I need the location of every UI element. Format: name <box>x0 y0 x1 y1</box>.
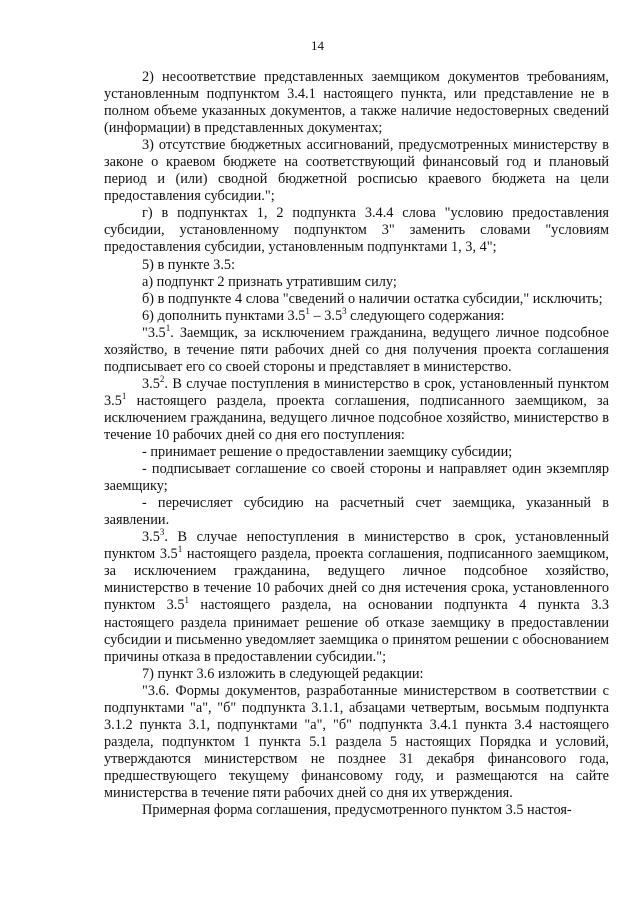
document-body <box>104 69 609 819</box>
paragraph-bullet-sign: - подписывает соглашение со своей стороны и направляет один экземпляр заемщику; <box>104 461 609 495</box>
paragraph-subitem-b: б) в подпункте 4 слова "сведений о наличии остатка субсидии," исключить; <box>142 290 603 307</box>
paragraph-sample-agreement: Примерная форма соглашения, предусмотренного пунктом 3.5 настоя- <box>142 802 572 819</box>
paragraph-point-6: 6) дополнить пунктами $3.5^1 - 3.5^3$ следующего содержания: <box>142 305 505 324</box>
paragraph-3-5-1: "$3.5^1$. Заемщик, за исключением гражданина, ведущего личное подсобное хозяйство, в течение пяти рабочих дней со дня получения проекта соглашения подписывает его со своей стороны и представляет в министерство. <box>104 322 609 375</box>
paragraph-point-7: 7) пункт 3.6 изложить в следующей редакции: <box>142 665 424 682</box>
paragraph-subitem-g: г) в подпунктах 1, 2 подпункта 3.4.4 слова "условию предоставления субсидии, установленному подпунктом 3" заменить словами "условиям предоставления субсидии, установленным подпунктами 1, 3, 4"; <box>104 205 609 256</box>
paragraph-bullet-transfer: - перечисляет субсидию на расчетный счет заемщика, указанный в заявлении. <box>104 495 609 529</box>
paragraph-item-3: 3) отсутствие бюджетных ассигнований, предусмотренных министерству в законе о краевом бюджете на соответствующий финансовый год и плановый период и (или) сводной бюджетной росписью краевого бюджета на цели предоставления субсидии."; <box>104 137 609 205</box>
paragraph-3-5-3: $3.5^3$. В случае непоступления в министерство в срок, установленный пунктом $3.5^1$ настоящего раздела, проекта соглашения, подписанного заемщиком, за исключением гражданина, ведущего личное подсобное хозяйство, министерство в течение 10 рабочих дней со дня истечения срока, установленного пунктом $3.5^1$ настоящего раздела, на основании подпункта 4 пункта 3.3 настоящего раздела принимает решение об отказе заемщику в предоставлении субсидии и письменно уведомляет заемщика о принятом решении с обоснованием причины отказа в предоставлении субсидии."; <box>104 527 610 665</box>
paragraph-subitem-a: а) подпункт 2 признать утратившим силу; <box>142 273 397 290</box>
page-number: 14 <box>311 38 324 53</box>
paragraph-bullet-decision: - принимает решение о предоставлении заемщику субсидии; <box>142 444 513 461</box>
paragraph-item-2: 2) несоответствие представленных заемщиком документов требованиям, установленным подпунктом 3.4.1 настоящего пункта, или представление не в полном объеме указанных документов, а также наличие недостоверных сведений (информации) в представленных документах; <box>104 69 609 137</box>
paragraph-3-5-2: $3.5^2$. В случае поступления в министерство в срок, установленный пунктом $3.5^1$ настоящего раздела, проекта соглашения, подписанного заемщиком, за исключением гражданина, ведущего личное подсобное хозяйство, министерство в течение 10 рабочих дней со дня его поступления: <box>104 374 609 443</box>
paragraph-3-6: "3.6. Формы документов, разработанные министерством в соответствии с подпунктами "а", "б" подпункта 3.1.1, абзацами четвертым, восьмым подпункта 3.1.2 пункта 3.1, подпунктами "а", "б" подпункта 3.4.1 пункта 3.4 настоящего раздела, подпунктом 1 пункта 5.1 раздела 5 настоящих Порядка и условий, утверждаются министерством не позднее 31 декабря финансового года, предшествующего текущему финансовому году, и размещаются на сайте министерства в течение пяти рабочих дней со дня их утверждения. <box>104 682 609 801</box>
paragraph-point-5: 5) в пункте 3.5: <box>142 256 236 273</box>
